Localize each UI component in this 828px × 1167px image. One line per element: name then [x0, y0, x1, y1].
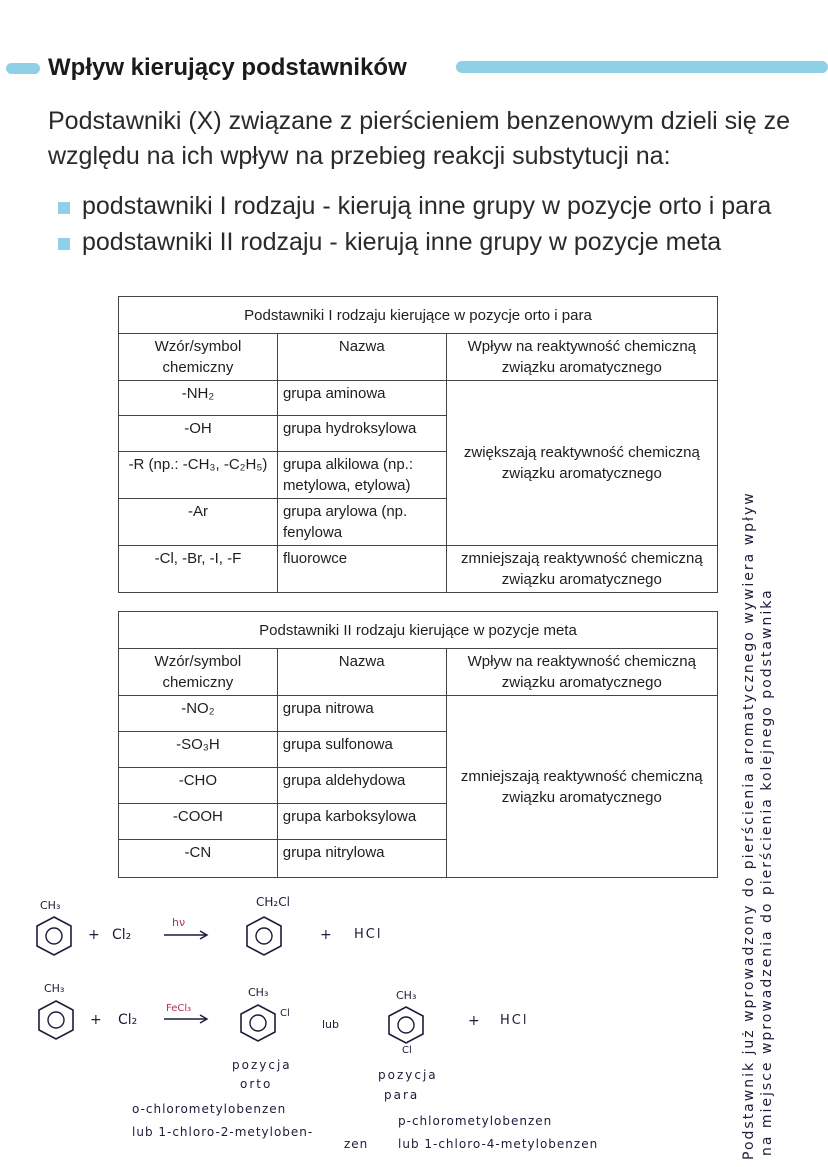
- ortho-name-alt-end: zen: [344, 1137, 369, 1151]
- ortho-position-label: pozycja: [232, 1058, 292, 1072]
- r2-plus: +: [90, 1012, 102, 1028]
- section-heading: Wpływ kierujący podstawników: [48, 54, 407, 81]
- r2-catalyst: FeCl₃: [166, 1003, 192, 1014]
- formula-cell: -Cl, -Br, -I, -F: [119, 546, 278, 593]
- effect-cell: zmniejszają reaktywność chemiczną związku aromatycznego: [446, 546, 717, 593]
- heading-accent-left: [6, 63, 40, 74]
- column-header: Wzór/symbol chemiczny: [119, 334, 278, 381]
- formula-cell: -SO₃H: [119, 732, 278, 768]
- r1-catalyst: hν: [172, 916, 186, 929]
- name-cell: grupa arylowa (np. fenylowa: [277, 499, 446, 546]
- formula-cell: -COOH: [119, 804, 278, 840]
- ortho-name: o-chlorometylobenzen: [132, 1102, 287, 1116]
- r1-reagent: Cl₂: [112, 927, 132, 943]
- para-name: p-chlorometylobenzen: [398, 1114, 553, 1128]
- column-header: Nazwa: [277, 649, 446, 696]
- name-cell: grupa nitrylowa: [277, 840, 446, 878]
- bullet-text: podstawniki II rodzaju - kierują inne grupy w pozycje meta: [82, 228, 722, 256]
- formula-cell: -Ar: [119, 499, 278, 546]
- r1-substituent: CH₃: [40, 899, 61, 912]
- effect-cell: zmniejszają reaktywność chemiczną związku aromatycznego: [446, 696, 717, 878]
- bullet-square-icon: [58, 238, 70, 250]
- formula-cell: -CHO: [119, 768, 278, 804]
- formula-cell: -OH: [119, 416, 278, 452]
- r2-reagent: Cl₂: [118, 1012, 138, 1028]
- ortho-chlorine: Cl: [280, 1008, 290, 1019]
- bullet-square-icon: [58, 202, 70, 214]
- benzene-ring-icon: [244, 915, 284, 957]
- para-position-label: pozycja: [378, 1068, 438, 1082]
- r1-plus: +: [320, 927, 332, 943]
- ortho-position-label: orto: [240, 1077, 273, 1091]
- ortho-name-alt: lub 1-chloro-2-metyloben-: [132, 1125, 314, 1139]
- name-cell: grupa aldehydowa: [277, 768, 446, 804]
- name-cell: grupa nitrowa: [277, 696, 446, 732]
- r1-plus: +: [88, 927, 100, 943]
- table-ortho-para: [118, 296, 718, 593]
- column-header: Wpływ na reaktywność chemiczną związku aromatycznego: [446, 649, 717, 696]
- para-chlorine: Cl: [402, 1045, 412, 1056]
- table-title: Podstawniki I rodzaju kierujące w pozycje orto i para: [119, 297, 718, 334]
- benzene-ring-icon: [238, 1003, 278, 1043]
- name-cell: grupa alkilowa (np.: metylowa, etylowa): [277, 452, 446, 499]
- para-product-substituent: CH₃: [396, 989, 417, 1002]
- reaction-arrow-icon: [162, 1014, 210, 1024]
- reaction-arrow-icon: [162, 930, 210, 940]
- side-note: [740, 491, 776, 1160]
- side-note-line: na miejsce wprowadzenia do pierścienia kolejnego podstawnika: [759, 588, 775, 1156]
- ortho-product-substituent: CH₃: [248, 986, 269, 999]
- column-header: Wpływ na reaktywność chemiczną związku aromatycznego: [446, 334, 717, 381]
- benzene-ring-icon: [386, 1005, 426, 1045]
- r1-product-substituent: CH₂Cl: [256, 895, 290, 909]
- table-title: Podstawniki II rodzaju kierujące w pozycje meta: [119, 612, 718, 649]
- name-cell: grupa karboksylowa: [277, 804, 446, 840]
- name-cell: grupa hydroksylowa: [277, 416, 446, 452]
- r1-byproduct: HCl: [354, 927, 383, 942]
- benzene-ring-icon: [34, 915, 74, 957]
- r2-substituent: CH₃: [44, 982, 65, 995]
- para-position-label: para: [384, 1088, 420, 1102]
- name-cell: fluorowce: [277, 546, 446, 593]
- table-meta: [118, 611, 718, 878]
- heading-accent-right: [456, 61, 828, 73]
- para-name-alt: lub 1-chloro-4-metylobenzen: [398, 1137, 599, 1151]
- side-note-line: Podstawnik już wprowadzony do pierścienia aromatycznego wywiera wpływ: [741, 491, 757, 1160]
- formula-cell: -NH₂: [119, 381, 278, 416]
- formula-cell: -CN: [119, 840, 278, 878]
- formula-cell: -R (np.: -CH₃, -C₂H₅): [119, 452, 278, 499]
- or-text: lub: [322, 1018, 340, 1031]
- effect-cell: zwiększają reaktywność chemiczną związku aromatycznego: [446, 381, 717, 546]
- bullet-text: podstawniki I rodzaju - kierują inne grupy w pozycje orto i para: [82, 192, 772, 220]
- name-cell: grupa sulfonowa: [277, 732, 446, 768]
- r2-plus: +: [468, 1013, 480, 1029]
- column-header: Nazwa: [277, 334, 446, 381]
- r2-byproduct: HCl: [500, 1013, 529, 1028]
- intro-paragraph: Podstawniki (X) związane z pierścieniem benzenowym dzieli się ze względu na ich wpływ na przebieg reakcji substytucji na:: [48, 107, 790, 170]
- column-header: Wzór/symbol chemiczny: [119, 649, 278, 696]
- benzene-ring-icon: [36, 999, 76, 1041]
- name-cell: grupa aminowa: [277, 381, 446, 416]
- formula-cell: -NO₂: [119, 696, 278, 732]
